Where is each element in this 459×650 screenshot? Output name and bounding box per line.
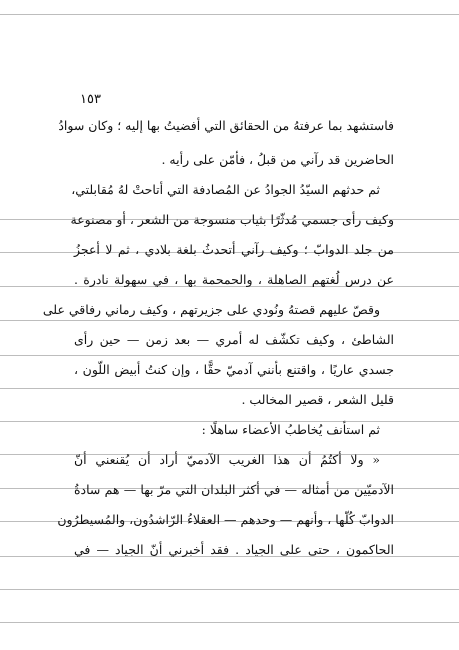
text-line: « ولا أكتُمُ أن هذا الغريب الآدميّ أراد أن يُقنعني أنّ xyxy=(74,452,380,467)
scan-rule xyxy=(0,589,459,590)
text-line: فاستشهد بما عرفتهُ من الحقائق التي أفضيتُ بها إليه ؛ وكان سوادُ xyxy=(58,118,394,133)
scan-rule xyxy=(0,320,459,321)
text-line: الآدميّين من أمثاله — في أكثر البلدان التي مرّ بها — هم سادةُ xyxy=(74,482,394,497)
page-number: ١٥٣ xyxy=(80,92,101,107)
scan-rule xyxy=(0,355,459,356)
text-line: الشاطئ ، وكيف تكشّف له أمري — بعد زمن — حين رأى xyxy=(74,332,394,347)
scan-rule xyxy=(0,388,459,389)
text-line: جسدي عاريًا ، واقتنع بأنني آدميّ حقًّا ، وإن كنتُ أبيض اللّون ، xyxy=(74,362,394,377)
scan-rule xyxy=(0,14,459,15)
text-line: الحاكمون ، حتى على الجياد . فقد أخبرني أنّ الجياد — في xyxy=(74,542,394,557)
text-line: قليل الشعر ، قصير المخالب . xyxy=(241,392,394,407)
text-line: ثم حدثهم السيّدُ الجوادُ عن المُصادفة التي أتاحتْ لهُ مُقابلتي، xyxy=(71,182,380,197)
text-line: وكيف رأى جسمي مُدثّرًا بثياب منسوجة من الشعر ، أو مصنوعة xyxy=(70,212,394,227)
text-line: من جلد الدوابّ ؛ وكيف رآني أتحدثُ بلغة بلادي ، ثم لا أعجزُ xyxy=(74,242,394,257)
scan-rule xyxy=(0,622,459,623)
text-line: عن درس لُغتهم الصاهلة ، والحمحمة بها ، في سهولة نادرة . xyxy=(74,272,394,287)
text-line: وقصّ عليهم قصتهُ ونُودي على جزيرتهم ، وكيف رماني رفاقي على xyxy=(42,302,380,317)
text-line: الدوابّ كُلّها ، وأنهم — وحدهم — العقلاءُ الرّاشدُون، والمُسيطرُون xyxy=(57,512,394,527)
text-line: ثم استأنف يُخاطبُ الأعضاء ساهلًا : xyxy=(201,422,380,437)
text-line: الحاضرين قد رآني من قبلُ ، فأمّن على رأيه . xyxy=(161,152,394,167)
